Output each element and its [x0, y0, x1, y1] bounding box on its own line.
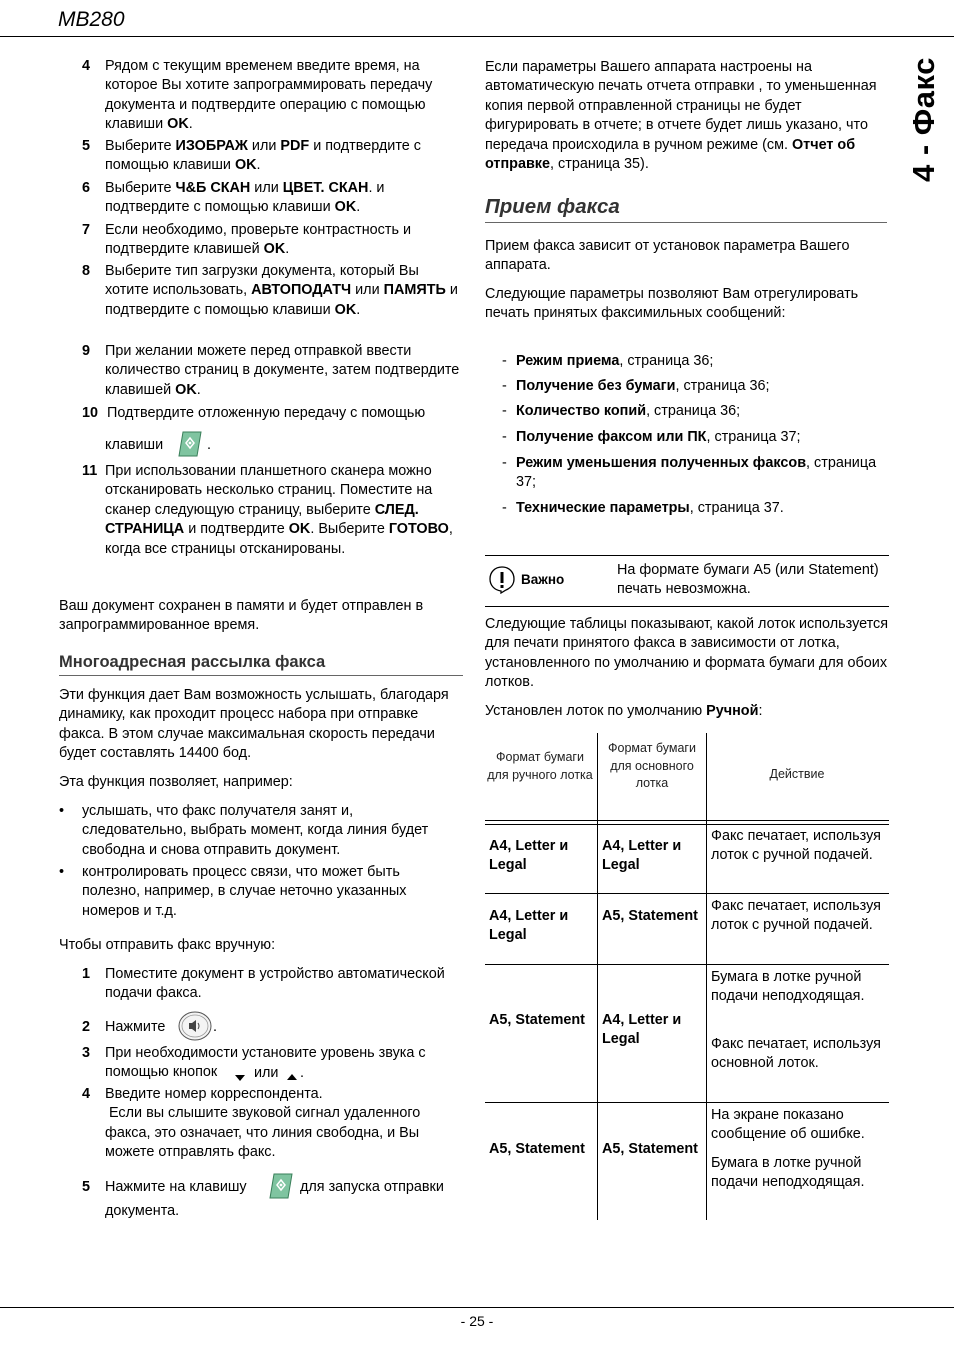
section-heading-receive: Прием факса [485, 195, 620, 218]
header-rule [0, 36, 954, 37]
table-cell: A5, Statement [602, 1141, 698, 1157]
step-4: 4 Рядом с текущим временем введите время, на которое Вы хотите запрограммировать передачу документа и подтвердите операцию с помощью клавиши OK. [82, 58, 433, 133]
step-11: 11 При использовании планшетного сканера можно отсканировать несколько страниц. Поместите на сканер следующую страницу, выберите СЛЕД. СТРАНИЦА и подтвердите OK. Выберите ГОТОВО, когда все страницы отсканированы. [82, 463, 453, 557]
table-cell: A5, Statement [602, 908, 698, 924]
start-key-icon [177, 430, 203, 464]
step-7: 7 Если необходимо, проверьте контрастность и подтвердите клавишей OK. [82, 222, 411, 258]
manual-step-2: 2 Нажмите [82, 1019, 166, 1035]
receive-paragraph-2: Следующие параметры позволяют Вам отрегулировать печать принятых факсимильных сообщений: [485, 286, 859, 322]
section-rule [59, 675, 463, 676]
table-cell: На экране показано сообщение об ошибке. [711, 1107, 865, 1143]
table-cell: Факс печатает, используя основной лоток. [711, 1036, 881, 1072]
important-text: На формате бумаги А5 (или Statement) печать невозможна. [617, 562, 879, 598]
default-tray-line: Установлен лоток по умолчанию Ручной: [485, 703, 763, 719]
dash-item: - Режим приема, страница 36; [502, 353, 714, 369]
step-10: 10 Подтвердите отложенную передачу с помощью [82, 405, 426, 421]
important-box-bottom-rule [485, 606, 889, 607]
table-header-manual: Формат бумаги для ручного лотка [487, 750, 593, 782]
table-cell: A4, Letter и Legal [602, 1012, 682, 1048]
manual-step-1: 1 Поместите документ в устройство автоматической подачи факса. [82, 966, 445, 1002]
table-cell: Факс печатает, используя лоток с ручной подачей. [711, 898, 881, 934]
tables-note: Следующие таблицы показывают, какой лоток используется для печати принятого факса в зависимости от лотка, установленного по умолчанию и формата бумаги для обоих лотков. [485, 616, 889, 691]
receive-paragraph-1: Прием факса зависит от установок параметра Вашего аппарата. [485, 238, 850, 274]
speaker-key-icon [178, 1011, 212, 1047]
table-cell: Факс печатает, используя лоток с ручной подачей. [711, 828, 881, 864]
manual-step-4: 4 Введите номер корреспондента. Если вы слышите звуковой сигнал удаленного факса, это означает, что линия свободна, и Вы можете отправлять факс. [82, 1086, 425, 1161]
table-cell: Бумага в лотке ручной подачи неподходящая. [711, 969, 865, 1005]
footer-rule [0, 1307, 954, 1308]
manual-step-5: 5 Нажмите на клавишу [82, 1179, 247, 1195]
report-note: Если параметры Вашего аппарата настроены на автоматическую печать отчета отправки , то уменьшенная копия первой отправленной страницы не будет фигурировать в отчете; в отчете будет лишь указано, что передача происходила в ручном режиме (см. Отчет об отправке, страница 35). [485, 59, 877, 173]
step-10-key-label: клавиши [105, 437, 164, 453]
manual-intro: Чтобы отправить факс вручную: [59, 937, 276, 953]
step-5: 5 Выберите ИЗОБРАЖ или PDF и подтвердите с помощью клавиши OK. [82, 138, 421, 174]
table-cell: Бумага в лотке ручной подачи неподходящая. [711, 1155, 865, 1191]
saved-note: Ваш документ сохранен в памяти и будет отправлен в запрограммированное время. [59, 598, 424, 634]
table-header-main: Формат бумаги для основного лотка [608, 741, 696, 790]
dash-item: - Получение факсом или ПК, страница 37; [502, 429, 801, 445]
dash-item: - Технические параметры, страница 37. [502, 500, 784, 516]
important-label: Важно [521, 572, 565, 587]
section-heading-broadcast: Многоадресная рассылка факса [59, 653, 326, 671]
table-cell: A4, Letter и Legal [489, 908, 569, 944]
dash-item: - Получение без бумаги, страница 36; [502, 378, 770, 394]
important-box-top-rule [485, 555, 889, 556]
chapter-side-tab: 4 - Факс [906, 57, 941, 183]
broadcast-intro: Эти функция дает Вам возможность услышать, благодаря динамику, как проходит процесс набора при отправке факса. В этом случае максимальная скорость передачи будет составлять 14400 бод. [59, 687, 449, 762]
dash-item: - Количество копий, страница 36; [502, 403, 741, 419]
broadcast-allows: Эта функция позволяет, например: [59, 774, 293, 790]
bullet-item: • услышать, что факс получателя занят и, следовательно, выбрать момент, когда линия будет свободна и снова отправить документ. [59, 803, 429, 858]
table-cell: A4, Letter и Legal [602, 838, 682, 874]
section-rule [485, 222, 887, 223]
table-cell: A4, Letter и Legal [489, 838, 569, 874]
document-model-title: MB280 [58, 8, 125, 31]
manual-step-3: 3 При необходимости установите уровень звука с помощью кнопок [82, 1045, 426, 1081]
table-cell: A5, Statement [489, 1141, 585, 1157]
step-9: 9 При желании можете перед отправкой ввести количество страниц в документе, затем подтвердите клавишей OK. [82, 343, 460, 398]
dash-item: - Режим уменьшения полученных факсов, страница 37; [502, 455, 877, 491]
start-key-icon [268, 1172, 294, 1206]
warning-icon [489, 566, 515, 594]
table-cell: A5, Statement [489, 1012, 585, 1028]
step-6: 6 Выберите Ч&Б СКАН или ЦВЕТ. СКАН. и подтвердите с помощью клавиши OK. [82, 180, 385, 216]
bullet-item: • контролировать процесс связи, что может быть полезно, например, в случае неточно указанных номеров и т.д. [59, 864, 407, 919]
step-8: 8 Выберите тип загрузки документа, который Вы хотите использовать, АВТОПОДАТЧ или ПАМЯТЬ и подтвердите с помощью клавиши OK. [82, 263, 458, 318]
page-number: - 25 - [460, 1313, 494, 1329]
table-header-action: Действие [769, 767, 825, 781]
